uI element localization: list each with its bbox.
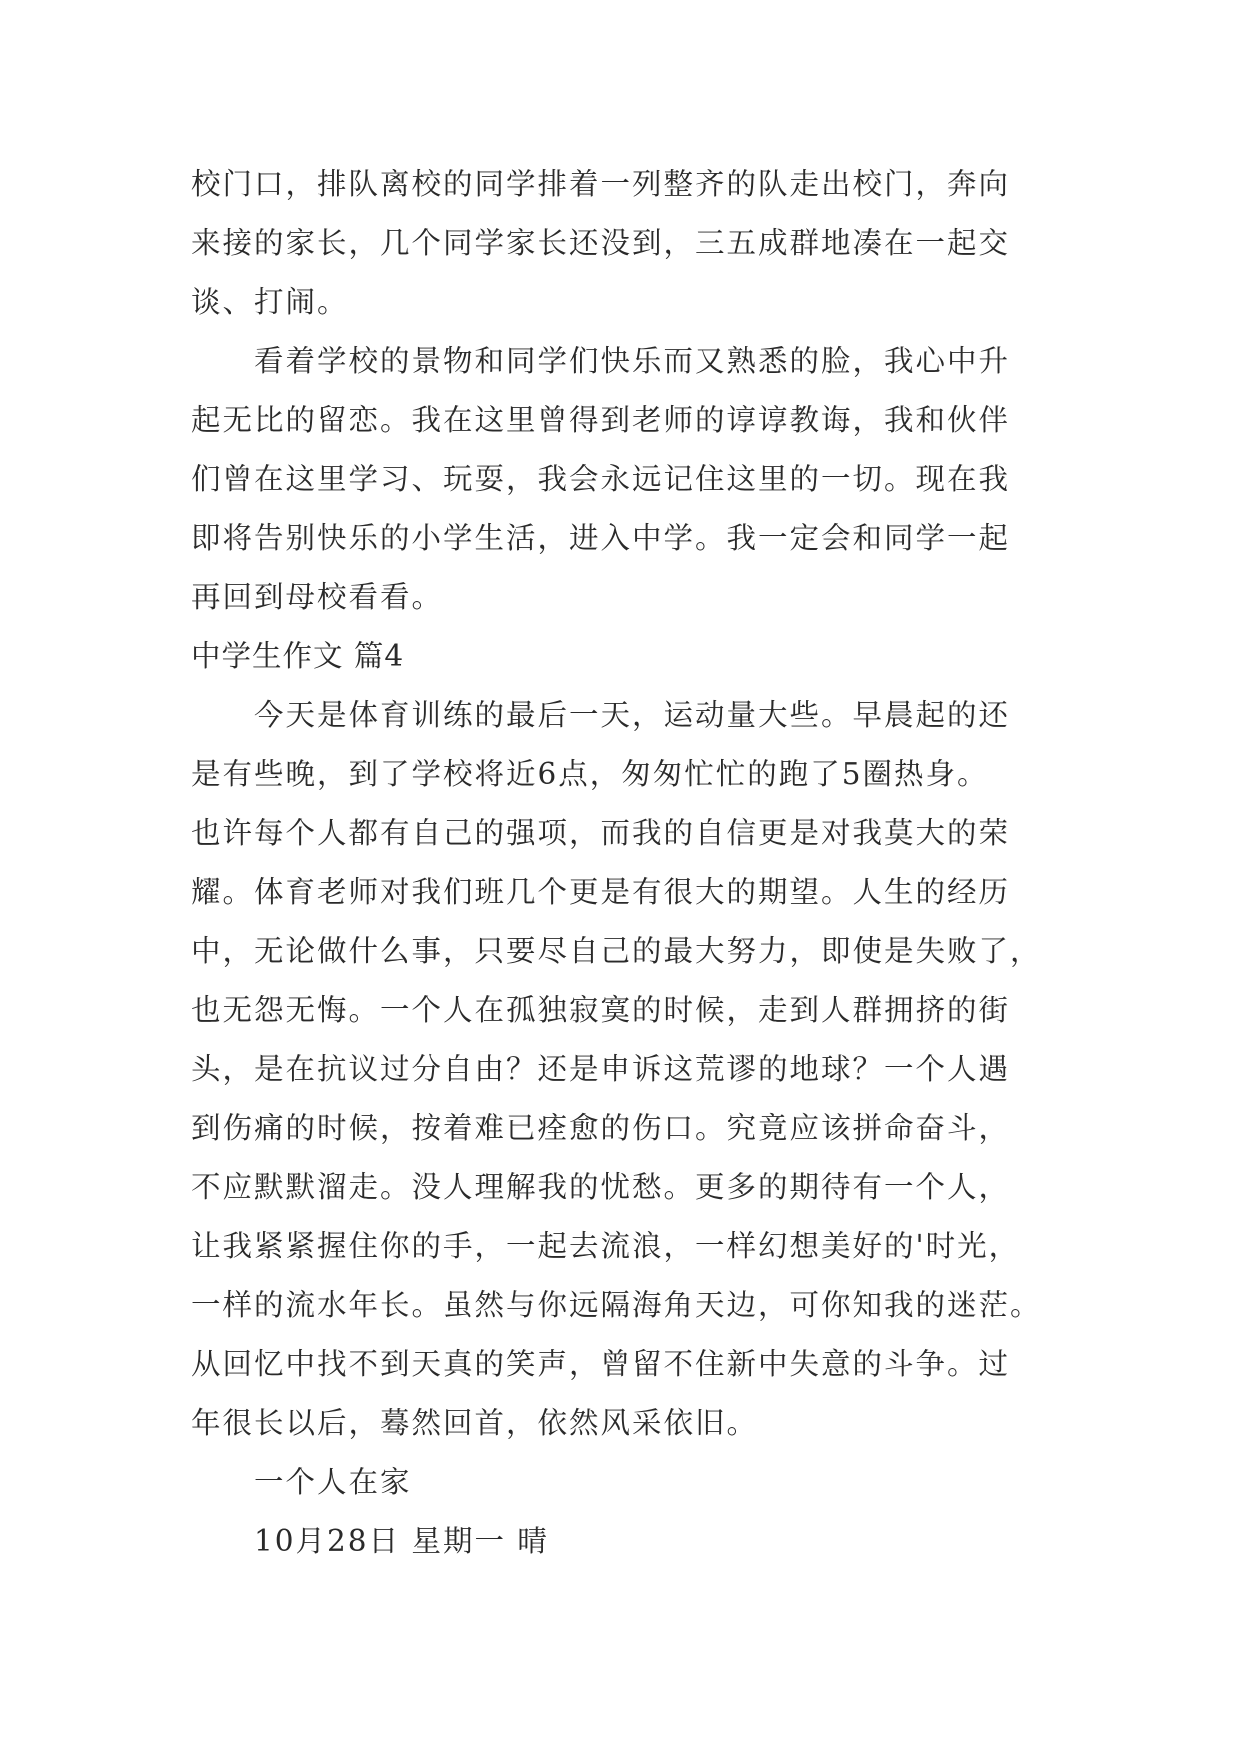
text-line: 耀。体育老师对我们班几个更是有很大的期望。人生的经历 <box>191 875 1011 909</box>
text-line: 头，是在抗议过分自由？还是申诉这荒谬的地球？一个人遇 <box>191 1052 1011 1086</box>
text-line: 一样的流水年长。虽然与你远隔海角天边，可你知我的迷茫。 <box>191 1288 1042 1322</box>
text-line: 们曾在这里学习、玩耍，我会永远记住这里的一切。现在我 <box>191 462 1011 496</box>
paragraph-start-line: 看着学校的景物和同学们快乐而又熟悉的脸，我心中升 <box>254 344 1011 378</box>
text-line: 让我紧紧握住你的手，一起去流浪，一样幻想美好的'时光， <box>191 1229 1021 1263</box>
text-line: 年很长以后，蓦然回首，依然风采依旧。 <box>191 1406 759 1440</box>
section-heading: 中学生作文 篇4 <box>191 639 405 673</box>
diary-date-line: 10月28日 星期一 晴 <box>254 1524 549 1558</box>
text-line: 是有些晚，到了学校将近6点，匆匆忙忙的跑了5圈热身。 <box>191 757 989 791</box>
essay-title-line: 一个人在家 <box>254 1465 412 1499</box>
text-line: 从回忆中找不到天真的笑声，曾留不住新中失意的斗争。过 <box>191 1347 1011 1381</box>
text-line: 也无怨无悔。一个人在孤独寂寞的时候，走到人群拥挤的街 <box>191 993 1011 1027</box>
text-line: 起无比的留恋。我在这里曾得到老师的谆谆教诲，我和伙伴 <box>191 403 1011 437</box>
document-body <box>191 155 1071 1571</box>
paragraph-start-line: 今天是体育训练的最后一天，运动量大些。早晨起的还 <box>254 698 1011 732</box>
text-line: 再回到母校看看。 <box>191 580 444 614</box>
text-line: 到伤痛的时候，按着难已痊愈的伤口。究竟应该拼命奋斗， <box>191 1111 1011 1145</box>
text-line: 中，无论做什么事，只要尽自己的最大努力，即使是失败了， <box>191 934 1042 968</box>
text-line: 即将告别快乐的小学生活，进入中学。我一定会和同学一起 <box>191 521 1011 555</box>
text-line: 不应默默溜走。没人理解我的忧愁。更多的期待有一个人， <box>191 1170 1011 1204</box>
text-line: 来接的家长，几个同学家长还没到，三五成群地凑在一起交 <box>191 226 1011 260</box>
text-line: 也许每个人都有自己的强项，而我的自信更是对我莫大的荣 <box>191 816 1011 850</box>
text-line: 校门口，排队离校的同学排着一列整齐的队走出校门，奔向 <box>191 167 1011 201</box>
text-line: 谈、打闹。 <box>191 285 349 319</box>
